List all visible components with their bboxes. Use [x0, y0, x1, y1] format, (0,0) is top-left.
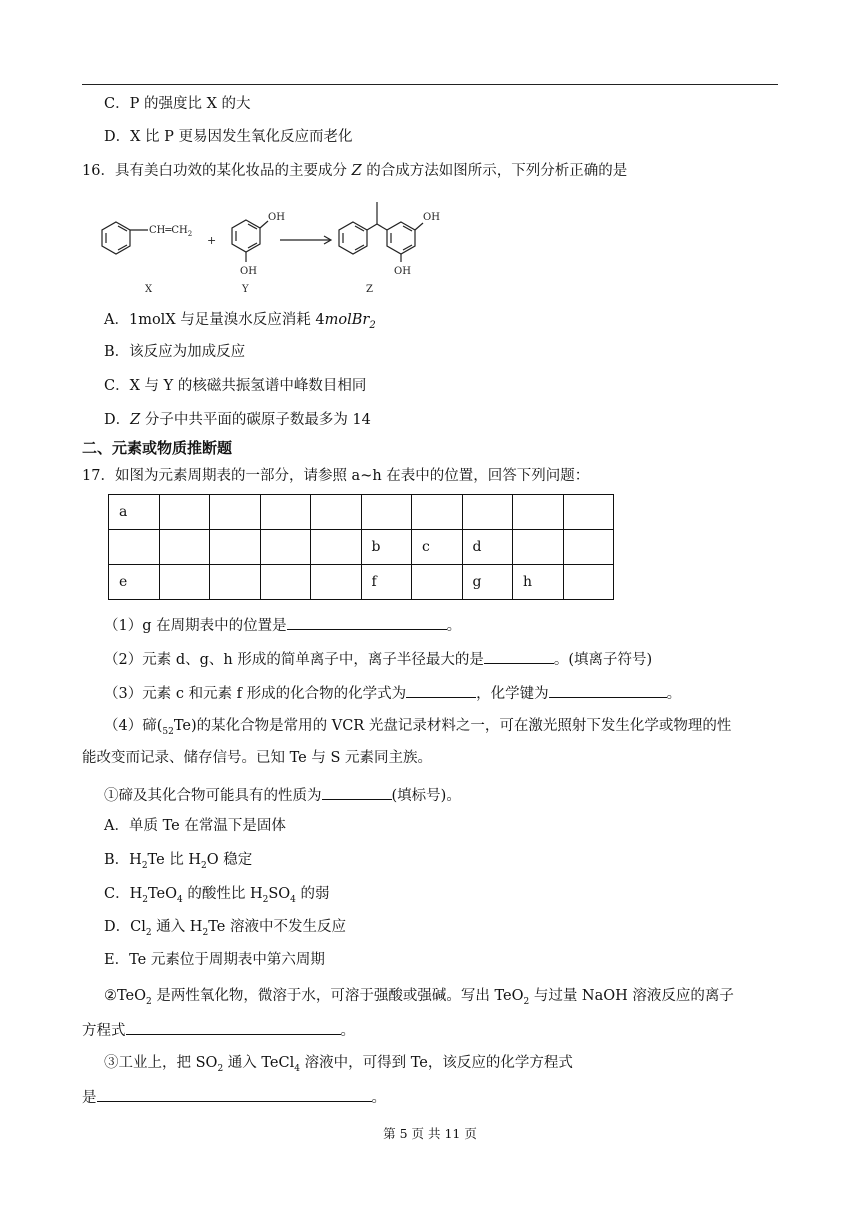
q17-part-3: （3）元素 c 和元素 f 形成的化合物的化学式为 ，化学键为 。 — [104, 682, 681, 704]
table-row — [109, 495, 614, 530]
page-footer: 第 5 页 共 11 页 — [383, 1126, 477, 1141]
question-17-stem: 17．如图为元素周期表的一部分，请参照 a~h 在表中的位置，回答下列问题： — [82, 468, 590, 484]
svg-text:OH: OH — [240, 266, 257, 277]
answer-blank[interactable] — [484, 648, 554, 664]
table-cell: e — [109, 565, 160, 600]
table-cell: a — [109, 495, 160, 530]
table-cell — [513, 495, 564, 530]
option-d-prev: D．X 比 P 更易因发生氧化反应而老化 — [104, 129, 353, 145]
q16-option-b: B．该反应为加成反应 — [104, 344, 246, 360]
table-cell — [311, 565, 362, 600]
table-cell — [412, 495, 463, 530]
q17-part-4-line2: 能改变而记录、储存信号。已知 Te 与 S 元素同主族。 — [82, 750, 432, 766]
svg-text:OH: OH — [423, 212, 440, 223]
svg-text:+: + — [207, 234, 217, 247]
q17-sub-3-cont: 是 。 — [82, 1086, 386, 1108]
q16-option-a: A．1molX 与足量溴水反应消耗 4molBr$_2$ — [104, 312, 376, 331]
table-cell — [513, 530, 564, 565]
table-cell — [361, 495, 412, 530]
svg-text:X: X — [145, 284, 153, 295]
header-rule — [82, 84, 778, 85]
table-cell: d — [462, 530, 513, 565]
table-cell — [311, 530, 362, 565]
answer-blank[interactable] — [126, 1019, 341, 1035]
table-cell — [159, 495, 210, 530]
table-cell: g — [462, 565, 513, 600]
table-cell — [159, 530, 210, 565]
q17-sub-1: ①碲及其化合物可能具有的性质为 (填标号)。 — [104, 784, 461, 806]
q17-sub-2: ②TeO$_2$ 是两性氧化物，微溶于水，可溶于强酸或强碱。写出 TeO$_2$ 与过量 NaOH 溶液反应的离子 — [104, 988, 734, 1007]
table-cell — [159, 565, 210, 600]
q17-option-c: C．$H_2TeO_4$ 的酸性比 $H_2SO_4$ 的弱 — [104, 886, 330, 905]
answer-blank[interactable] — [549, 682, 667, 698]
answer-blank[interactable] — [406, 682, 476, 698]
table-cell — [412, 565, 463, 600]
q17-option-e: E．Te 元素位于周期表中第六周期 — [104, 952, 325, 968]
answer-blank[interactable] — [97, 1086, 372, 1102]
table-cell: c — [412, 530, 463, 565]
svg-text:CH═CH2: $CH═CH_2$ — [149, 225, 193, 238]
svg-text:Y: Y — [242, 284, 249, 295]
q17-part-1: （1）g 在周期表中的位置是 。 — [104, 614, 461, 636]
table-cell — [563, 565, 614, 600]
table-cell — [109, 530, 160, 565]
table-cell — [260, 565, 311, 600]
q17-option-d: D．$Cl_2$ 通入 $H_2Te$ 溶液中不发生反应 — [104, 919, 346, 938]
table-cell — [462, 495, 513, 530]
q17-option-a: A．单质 Te 在常温下是固体 — [104, 818, 286, 834]
table-cell — [260, 495, 311, 530]
q16-option-c: C．X 与 Y 的核磁共振氢谱中峰数目相同 — [104, 378, 367, 394]
periodic-table-fragment — [108, 494, 614, 600]
table-cell — [210, 495, 261, 530]
table-cell — [563, 530, 614, 565]
table-cell — [260, 530, 311, 565]
q17-part-2: （2）元素 d、g、h 形成的简单离子中，离子半径最大的是 。(填离子符号) — [104, 648, 652, 670]
q17-sub-2-cont: 方程式 。 — [82, 1019, 355, 1041]
question-16-stem: 16．具有美白功效的某化妆品的主要成分 Z 的合成方法如图所示，下列分析正确的是 — [82, 163, 628, 179]
option-c-prev: C．P 的强度比 X 的大 — [104, 96, 251, 112]
table-cell — [210, 565, 261, 600]
svg-text:OH: OH — [268, 212, 285, 223]
table-cell: h — [513, 565, 564, 600]
table-cell — [563, 495, 614, 530]
svg-text:OH: OH — [394, 266, 411, 277]
table-cell — [210, 530, 261, 565]
q17-option-b: B．$H_2Te$ 比 $H_2O$ 稳定 — [104, 852, 253, 871]
answer-blank[interactable] — [287, 614, 447, 630]
q16-option-d: D．Z 分子中共平面的碳原子数最多为 14 — [104, 412, 371, 428]
table-cell — [311, 495, 362, 530]
q17-sub-3: ③工业上，把 $SO_2$ 通入 TeCl$_4$ 溶液中，可得到 Te，该反应的化学方程式 — [104, 1055, 573, 1074]
table-cell: f — [361, 565, 412, 600]
svg-text:Z: Z — [366, 284, 373, 295]
table-row — [109, 530, 614, 565]
table-cell: b — [361, 530, 412, 565]
q17-part-4-line1: （4）碲$(_{52}Te)$的某化合物是常用的 VCR 光盘记录材料之一，可在激光照射下发生化学或物理的性 — [104, 718, 732, 737]
answer-blank[interactable] — [322, 784, 392, 800]
section-heading: 二、元素或物质推断题 — [82, 439, 233, 457]
table-row — [109, 565, 614, 600]
reaction-scheme — [90, 196, 470, 302]
